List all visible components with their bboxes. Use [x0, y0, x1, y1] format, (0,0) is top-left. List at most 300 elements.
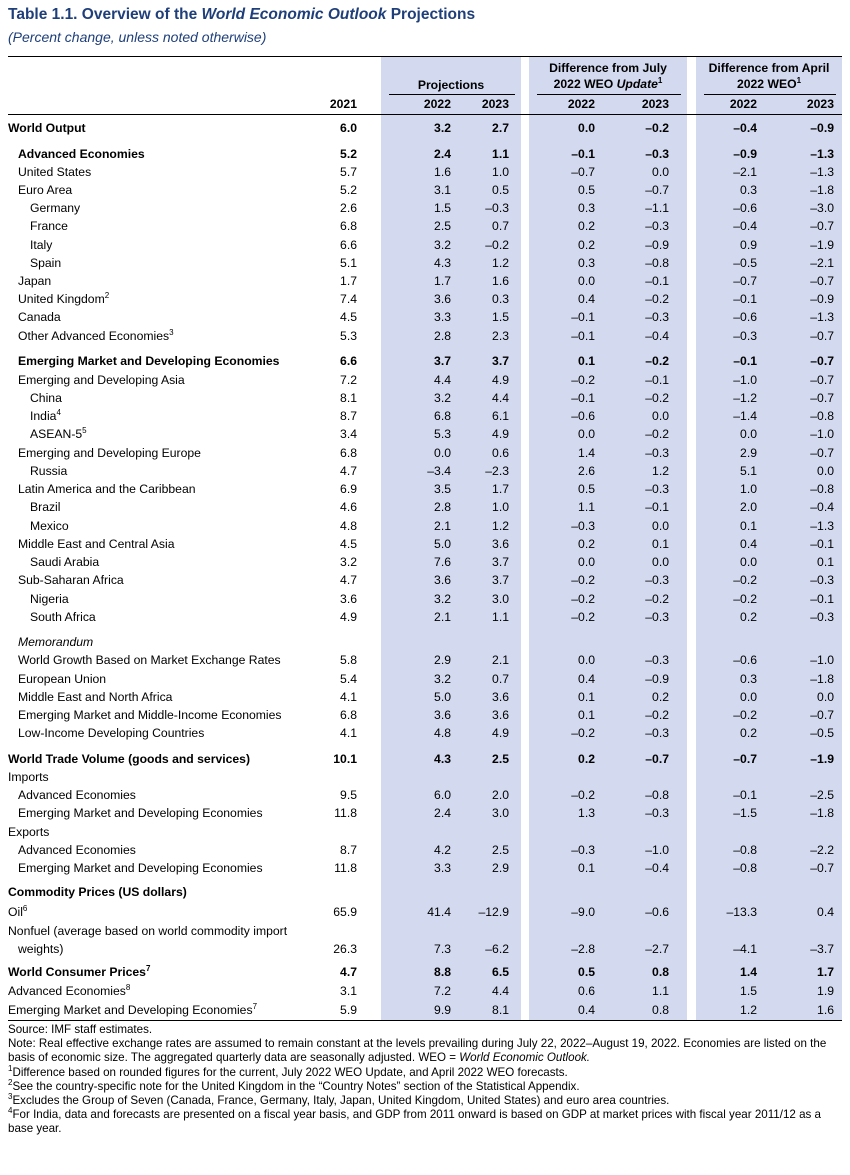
value-cell: –1.1 [645, 201, 669, 215]
year-header-cell: 2023 [806, 97, 834, 111]
value-cell: –0.1 [733, 788, 757, 802]
value-cell: 11.8 [334, 806, 357, 820]
value-cell: 4.1 [340, 726, 357, 740]
table-row [8, 425, 842, 443]
value-cell: 1.4 [578, 446, 595, 460]
value-cell: 0.0 [652, 555, 669, 569]
value-cell: –1.8 [810, 806, 834, 820]
table-row [8, 308, 842, 326]
value-cell: 1.6 [492, 274, 509, 288]
value-cell: 1.3 [578, 806, 595, 820]
value-cell: 3.1 [434, 183, 451, 197]
table-row [8, 327, 842, 345]
value-cell: –0.3 [645, 219, 669, 233]
value-cell: 4.4 [434, 373, 451, 387]
value-cell: 6.0 [434, 788, 451, 802]
row-label: Russia [30, 464, 68, 478]
value-cell: 3.6 [492, 708, 509, 722]
table-row [8, 389, 842, 407]
value-cell: –1.5 [733, 806, 757, 820]
value-cell: 3.7 [492, 354, 509, 368]
value-cell: 8.7 [340, 843, 357, 857]
value-cell: –0.1 [571, 391, 595, 405]
value-cell: –0.7 [810, 708, 834, 722]
value-cell: –0.1 [571, 147, 595, 161]
table-row [8, 688, 842, 706]
row-label: Saudi Arabia [30, 555, 100, 569]
row-label: Emerging and Developing Asia [18, 373, 185, 387]
value-cell: 4.9 [492, 726, 509, 740]
table-row [8, 480, 842, 498]
value-cell: –0.9 [645, 672, 669, 686]
footnote-marker: 6 [22, 903, 28, 913]
value-cell: 0.4 [578, 1003, 595, 1017]
table-title: Table 1.1. Overview of the World Economic Outlook Projections [8, 6, 476, 23]
value-cell: –0.2 [645, 121, 669, 135]
value-cell: 0.6 [578, 984, 595, 998]
value-cell: –0.7 [810, 354, 834, 368]
value-cell: 5.3 [340, 329, 357, 343]
value-cell: 0.1 [578, 354, 595, 368]
value-cell: 0.0 [578, 274, 595, 288]
value-cell: 1.2 [740, 1003, 757, 1017]
value-cell: 4.9 [492, 427, 509, 441]
value-cell: –2.2 [810, 843, 834, 857]
table-row [8, 145, 842, 163]
value-cell: 5.0 [434, 537, 451, 551]
value-cell: –0.7 [645, 752, 669, 766]
value-cell: 1.1 [492, 147, 509, 161]
year-header-cell: 2022 [567, 97, 595, 111]
value-cell: –1.9 [810, 752, 834, 766]
value-cell: 0.2 [578, 238, 595, 252]
row-label: Mexico [30, 519, 69, 533]
value-cell: –0.9 [810, 121, 834, 135]
row-label: Brazil [30, 500, 61, 514]
value-cell: 6.8 [340, 446, 357, 460]
table-row [8, 823, 842, 841]
value-cell: –0.8 [645, 788, 669, 802]
value-cell: –1.9 [810, 238, 834, 252]
value-cell: –0.8 [810, 482, 834, 496]
value-cell: 1.1 [492, 610, 509, 624]
row-label: Sub-Saharan Africa [18, 573, 124, 587]
value-cell: 1.5 [740, 984, 757, 998]
value-cell: 7.6 [434, 555, 451, 569]
value-cell: 7.4 [340, 292, 357, 306]
row-label: South Africa [30, 610, 96, 624]
value-cell: 0.8 [652, 1003, 669, 1017]
value-cell: 9.9 [434, 1003, 451, 1017]
table-row [8, 724, 842, 742]
year-header-cell: 2023 [481, 97, 509, 111]
value-cell: –2.3 [485, 464, 509, 478]
footnote-2: $^2$See the country-specific note for the United Kingdom in the “Country Notes” section of the Statistical Appendix. [8, 1077, 580, 1093]
row-label: Other Advanced Economies$^3$ [18, 327, 174, 343]
value-cell: 3.5 [434, 482, 451, 496]
value-cell: 6.8 [340, 708, 357, 722]
value-cell: –2.8 [571, 942, 595, 956]
table-row [8, 651, 842, 669]
row-label: Advanced Economies [18, 843, 136, 857]
value-cell: 6.0 [340, 121, 357, 135]
value-cell: 8.1 [492, 1003, 509, 1017]
value-cell: –0.7 [645, 183, 669, 197]
value-cell: –1.8 [810, 672, 834, 686]
value-cell: 0.2 [740, 726, 757, 740]
value-cell: 1.1 [578, 500, 595, 514]
value-cell: –0.3 [645, 610, 669, 624]
table-row [8, 352, 842, 370]
table-row [8, 940, 842, 958]
value-cell: –0.6 [733, 310, 757, 324]
table-row [8, 553, 842, 571]
value-cell: 65.9 [333, 905, 357, 919]
value-cell: –0.2 [645, 708, 669, 722]
value-cell: 26.3 [333, 942, 357, 956]
value-cell: 0.1 [578, 708, 595, 722]
value-cell: 2.5 [492, 752, 509, 766]
footnote-1: $^1$Difference based on rounded figures for the current, July 2022 WEO Update, and April 2022 WEO forecasts. [8, 1063, 568, 1079]
value-cell: –0.1 [733, 354, 757, 368]
value-cell: 8.8 [434, 965, 451, 979]
table-notes [8, 1023, 842, 1137]
value-cell: 0.9 [740, 238, 757, 252]
value-cell: –0.3 [810, 573, 834, 587]
value-cell: –0.3 [645, 653, 669, 667]
row-label: Advanced Economies [18, 788, 136, 802]
value-cell: –0.7 [810, 274, 834, 288]
value-cell: 4.1 [340, 690, 357, 704]
value-cell: 0.6 [492, 446, 509, 460]
value-cell: –0.2 [645, 354, 669, 368]
value-cell: –0.3 [645, 147, 669, 161]
value-cell: 3.0 [492, 592, 509, 606]
value-cell: –0.2 [733, 708, 757, 722]
table-row [8, 982, 842, 1000]
value-cell: 0.0 [578, 555, 595, 569]
value-cell: –0.9 [733, 147, 757, 161]
value-cell: –13.3 [726, 905, 757, 919]
value-cell: –12.9 [478, 905, 509, 919]
value-cell: –0.2 [571, 592, 595, 606]
table-row [8, 181, 842, 199]
value-cell: 11.8 [334, 861, 357, 875]
value-cell: 0.0 [740, 555, 757, 569]
value-cell: 3.2 [340, 555, 357, 569]
value-cell: 4.8 [340, 519, 357, 533]
value-cell: 7.3 [434, 942, 451, 956]
source-note: Source: IMF staff estimates. [8, 1023, 153, 1036]
bottom-rule [8, 1020, 842, 1021]
value-cell: 4.2 [434, 843, 451, 857]
value-cell: 2.6 [340, 201, 357, 215]
value-cell: 1.5 [434, 201, 451, 215]
value-cell: –6.2 [485, 942, 509, 956]
value-cell: 0.4 [740, 537, 757, 551]
row-label: China [30, 391, 62, 405]
value-cell: –0.7 [810, 391, 834, 405]
value-cell: 4.9 [340, 610, 357, 624]
table-row [8, 462, 842, 480]
value-cell: –0.1 [571, 310, 595, 324]
value-cell: 0.1 [652, 537, 669, 551]
row-label: Canada [18, 310, 61, 324]
value-cell: 41.4 [427, 905, 451, 919]
value-cell: 0.5 [578, 965, 595, 979]
value-cell: 0.0 [652, 519, 669, 533]
value-cell: 3.2 [434, 238, 451, 252]
value-cell: 5.1 [740, 464, 757, 478]
value-cell: 10.1 [333, 752, 357, 766]
value-cell: 1.0 [492, 500, 509, 514]
value-cell: 3.3 [434, 861, 451, 875]
value-cell: 6.1 [492, 409, 509, 423]
footnote-marker: 7 [252, 1001, 258, 1011]
value-cell: 2.5 [492, 843, 509, 857]
row-label: Exports [8, 825, 50, 839]
value-cell: 1.7 [340, 274, 357, 288]
value-cell: 1.6 [817, 1003, 834, 1017]
value-cell: 1.7 [492, 482, 509, 496]
value-cell: –0.6 [645, 905, 669, 919]
row-label: Middle East and Central Asia [18, 537, 175, 551]
value-cell: 6.8 [434, 409, 451, 423]
value-cell: –0.3 [645, 726, 669, 740]
value-cell: –0.8 [645, 256, 669, 270]
row-label: Emerging Market and Developing Economies$^7$ [8, 1001, 258, 1017]
value-cell: –0.1 [645, 274, 669, 288]
value-cell: 0.3 [740, 672, 757, 686]
value-cell: 3.6 [434, 573, 451, 587]
value-cell: 4.6 [340, 500, 357, 514]
value-cell: 0.1 [817, 555, 834, 569]
value-cell: –1.3 [810, 165, 834, 179]
value-cell: –1.8 [810, 183, 834, 197]
value-cell: 3.0 [492, 806, 509, 820]
value-cell: –0.3 [645, 806, 669, 820]
value-cell: 4.3 [434, 256, 451, 270]
table-row [8, 290, 842, 308]
value-cell: 0.4 [817, 905, 834, 919]
footnote-marker: 2 [104, 290, 110, 300]
value-cell: 0.3 [492, 292, 509, 306]
row-label: World Output [8, 121, 86, 135]
value-cell: 3.6 [434, 708, 451, 722]
value-cell: –0.7 [571, 165, 595, 179]
table-row [8, 963, 842, 981]
value-cell: –1.0 [810, 427, 834, 441]
row-label: World Consumer Prices$^7$ [8, 963, 151, 979]
table-row [8, 841, 842, 859]
value-cell: –0.8 [810, 409, 834, 423]
value-cell: 3.7 [492, 573, 509, 587]
row-label: Spain [30, 256, 62, 270]
value-cell: 0.7 [492, 219, 509, 233]
value-cell: –0.3 [645, 573, 669, 587]
value-cell: –0.8 [733, 861, 757, 875]
value-cell: 5.2 [340, 183, 357, 197]
value-cell: 2.4 [434, 806, 451, 820]
value-cell: –0.7 [810, 219, 834, 233]
table-row [8, 786, 842, 804]
value-cell: –0.3 [571, 519, 595, 533]
table-row [8, 272, 842, 290]
value-cell: –0.6 [571, 409, 595, 423]
value-cell: 5.1 [340, 256, 357, 270]
value-cell: –0.7 [733, 274, 757, 288]
value-cell: 0.2 [578, 537, 595, 551]
value-cell: 0.2 [652, 690, 669, 704]
value-cell: 1.1 [652, 984, 669, 998]
value-cell: –0.3 [810, 610, 834, 624]
value-cell: –2.1 [810, 256, 834, 270]
row-label: Memorandum [18, 635, 94, 649]
value-cell: 3.2 [434, 672, 451, 686]
value-cell: –0.7 [733, 752, 757, 766]
table-row [8, 608, 842, 626]
value-cell: 4.4 [492, 391, 509, 405]
value-cell: 3.3 [434, 310, 451, 324]
row-label: Latin America and the Caribbean [18, 482, 196, 496]
value-cell: 1.7 [434, 274, 451, 288]
row-label: United States [18, 165, 92, 179]
value-cell: –1.3 [810, 519, 834, 533]
value-cell: –0.9 [645, 238, 669, 252]
value-cell: 0.3 [578, 201, 595, 215]
row-label: Emerging Market and Middle-Income Economies [18, 708, 282, 722]
value-cell: –0.2 [571, 573, 595, 587]
value-cell: –0.2 [571, 610, 595, 624]
value-cell: –0.1 [645, 373, 669, 387]
value-cell: 0.5 [578, 482, 595, 496]
value-cell: 0.3 [740, 183, 757, 197]
value-cell: –0.6 [733, 201, 757, 215]
value-cell: –0.5 [733, 256, 757, 270]
row-label: Imports [8, 770, 49, 784]
value-cell: 0.5 [492, 183, 509, 197]
value-cell: –0.2 [645, 427, 669, 441]
year-header-cell: 2021 [329, 97, 357, 111]
value-cell: 0.2 [740, 610, 757, 624]
value-cell: 3.6 [340, 592, 357, 606]
value-cell: 0.0 [817, 464, 834, 478]
value-cell: 1.0 [740, 482, 757, 496]
value-cell: 1.2 [492, 256, 509, 270]
value-cell: –1.0 [733, 373, 757, 387]
value-cell: 5.9 [340, 1003, 357, 1017]
value-cell: –0.7 [810, 446, 834, 460]
value-cell: –0.3 [571, 843, 595, 857]
row-label: India$^4$ [30, 407, 61, 423]
row-label: Advanced Economies [18, 147, 145, 161]
value-cell: 2.7 [492, 121, 509, 135]
value-cell: 0.7 [492, 672, 509, 686]
value-cell: 0.2 [578, 752, 595, 766]
diff-april-header: Difference from April 2022 WEO$^1$ [708, 61, 830, 91]
table-row [8, 750, 842, 768]
year-header-cell: 2023 [641, 97, 669, 111]
value-cell: 4.5 [340, 537, 357, 551]
value-cell: 3.7 [434, 354, 451, 368]
value-cell: 2.0 [740, 500, 757, 514]
value-cell: 6.8 [340, 219, 357, 233]
row-label: World Growth Based on Market Exchange Rates [18, 653, 281, 667]
table-row [8, 571, 842, 589]
footnote-3: $^3$Excludes the Group of Seven (Canada, France, Germany, Italy, Japan, United Kingdom, United States) and euro area countries. [8, 1092, 670, 1108]
value-cell: –2.7 [645, 942, 669, 956]
main-note: Note: Real effective exchange rates are assumed to remain constant at the levels prevailing during July 22, 2022–August 19, 2022. Economies are listed on the basis of economic size. The aggregated quarterly data are seasonally adjusted. WEO = World Economic Outlook. [8, 1037, 827, 1065]
value-cell: –0.9 [810, 292, 834, 306]
row-label: Emerging Market and Developing Economies [18, 354, 280, 368]
value-cell: 0.0 [652, 165, 669, 179]
value-cell: 4.3 [434, 752, 451, 766]
value-cell: 6.6 [340, 238, 357, 252]
value-cell: 6.9 [340, 482, 357, 496]
value-cell: 9.5 [340, 788, 357, 802]
value-cell: –0.2 [645, 292, 669, 306]
table-row [8, 1001, 842, 1019]
row-label: Emerging Market and Developing Economies [18, 861, 263, 875]
row-label: Emerging Market and Developing Economies [18, 806, 263, 820]
value-cell: 3.1 [340, 984, 357, 998]
value-cell: 3.6 [492, 690, 509, 704]
value-cell: –0.1 [571, 329, 595, 343]
value-cell: –0.7 [810, 861, 834, 875]
value-cell: –0.3 [645, 482, 669, 496]
value-cell: 3.2 [434, 121, 451, 135]
value-cell: –0.4 [810, 500, 834, 514]
value-cell: 8.1 [340, 391, 357, 405]
value-cell: –1.3 [810, 310, 834, 324]
value-cell: 1.9 [817, 984, 834, 998]
value-cell: 2.3 [492, 329, 509, 343]
value-cell: –3.0 [810, 201, 834, 215]
value-cell: 0.0 [652, 409, 669, 423]
table-row [8, 371, 842, 389]
value-cell: –3.7 [810, 942, 834, 956]
row-label: World Trade Volume (goods and services) [8, 752, 250, 766]
table-row [8, 236, 842, 254]
value-cell: –0.3 [645, 446, 669, 460]
row-label: Middle East and North Africa [18, 690, 173, 704]
footnote-marker: 5 [82, 425, 87, 435]
value-cell: 5.2 [340, 147, 357, 161]
table-row [8, 407, 842, 425]
value-cell: 2.1 [434, 610, 451, 624]
value-cell: –0.3 [645, 310, 669, 324]
value-cell: –0.1 [810, 592, 834, 606]
value-cell: 1.0 [492, 165, 509, 179]
table-row [8, 517, 842, 535]
value-cell: 3.6 [434, 292, 451, 306]
year-header-cell: 2022 [729, 97, 757, 111]
value-cell: 5.3 [434, 427, 451, 441]
value-cell: 0.1 [578, 861, 595, 875]
value-cell: –0.6 [733, 653, 757, 667]
table-row [8, 922, 842, 940]
value-cell: 3.2 [434, 391, 451, 405]
row-label: Nigeria [30, 592, 69, 606]
value-cell: 2.0 [492, 788, 509, 802]
value-cell: 1.4 [740, 965, 757, 979]
value-cell: 4.9 [492, 373, 509, 387]
header-rule [8, 114, 842, 115]
value-cell: –3.4 [427, 464, 451, 478]
table-row [8, 119, 842, 137]
table-row [8, 199, 842, 217]
value-cell: 2.5 [434, 219, 451, 233]
